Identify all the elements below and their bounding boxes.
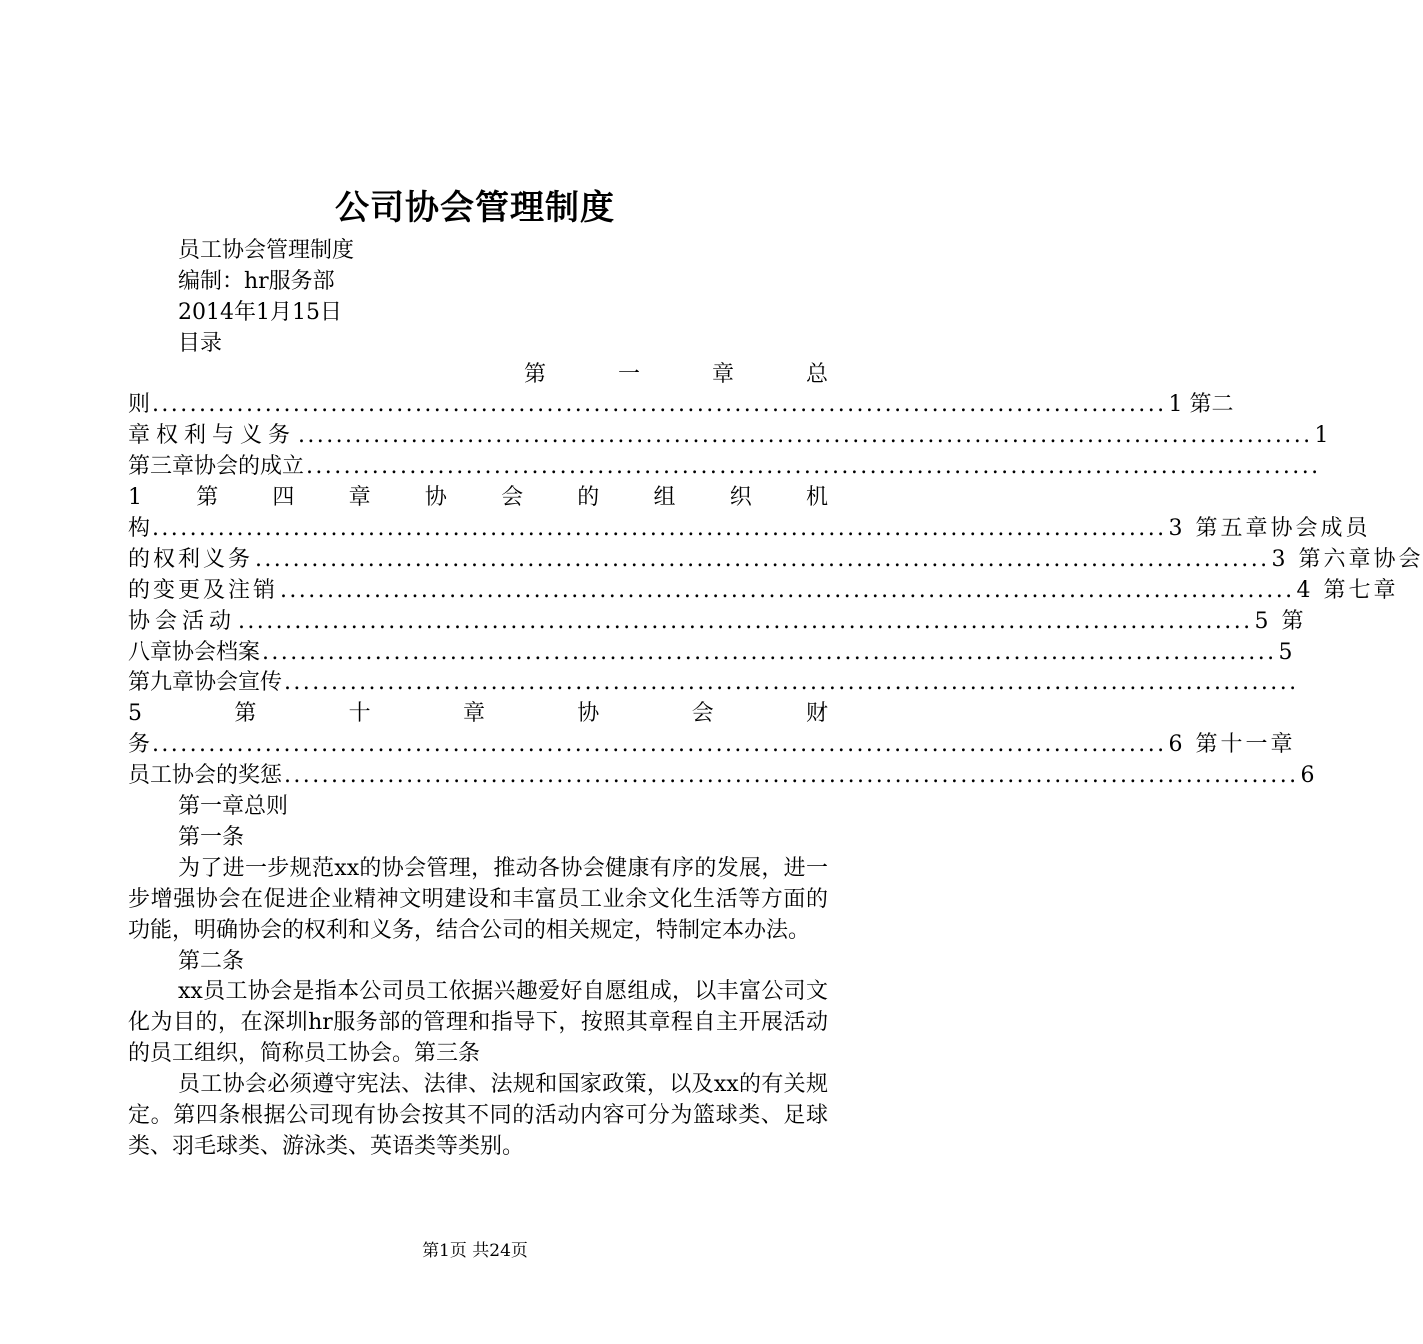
toc-leader-dots: ............................................................................................................ xyxy=(280,577,1295,603)
toc-leader-dots: ............................................................................................................ xyxy=(255,546,1270,572)
toc-char: 协 xyxy=(424,485,447,511)
toc-entry-text: 的权利义务 xyxy=(128,546,254,572)
header-line-date: 2014年1月15日 xyxy=(178,299,342,325)
toc-char: 的 xyxy=(577,485,600,511)
toc-entry-page: 6 xyxy=(1300,763,1315,789)
toc-entry-text: 章权利与义务 xyxy=(128,423,297,449)
toc-entry-text: 协会活动 xyxy=(128,608,237,634)
toc-entry-text: 第三章协会的成立 xyxy=(128,454,305,480)
toc-char: 十 xyxy=(348,701,371,727)
document-body xyxy=(128,236,1423,1163)
article-paragraph xyxy=(128,1070,828,1163)
page-footer: 第1页 共24页 xyxy=(422,1241,528,1261)
article-text: 为了进一步规范xx的协会管理，推动各协会健康有序的发展，进一步增强协会在促进企业精神文明建设和丰富员工业余文化生活等方面的功能，明确协会的权利和义务，结合公司的相关规定，特制定本办法。 xyxy=(128,855,828,943)
toc-row xyxy=(128,514,1371,545)
toc-leader-dots: ............................................................................................................ xyxy=(284,670,1299,696)
toc-entry-text: 的变更及注销 xyxy=(128,577,279,603)
toc-entry-text: 第九章协会宣传 xyxy=(128,670,283,696)
toc-row xyxy=(128,638,1293,669)
article-heading: 第一条 xyxy=(178,824,245,850)
toc-leader-dots: ............................................................................................................ xyxy=(284,763,1299,789)
toc-char: 财 xyxy=(805,701,828,727)
document-title: 公司协会管理制度 xyxy=(335,188,615,228)
toc-char: 四 xyxy=(272,485,295,511)
toc-char: 组 xyxy=(653,485,676,511)
toc-row xyxy=(128,668,1299,699)
chapter-heading: 第一章总则 xyxy=(178,794,289,820)
toc-leader-dots: ............................................................................................................ xyxy=(152,732,1167,758)
toc-entry-text: 务 xyxy=(128,732,151,758)
toc-char: 章 xyxy=(462,701,485,727)
toc-entry-text: 构 xyxy=(128,516,151,542)
toc-leader-dots: ............................................................................................................ xyxy=(306,454,1321,480)
toc-entry-page: 5 第 xyxy=(1254,608,1307,634)
article-text: 员工协会必须遵守宪法、法律、法规和国家政策，以及xx的有关规定。第四条根据公司现有协会按其不同的活动内容可分为篮球类、足球类、羽毛球类、游泳类、英语类等类别。 xyxy=(128,1072,828,1159)
article-paragraph xyxy=(128,977,828,1070)
toc-leader-dots: ............................................................................................................ xyxy=(298,423,1313,449)
toc-char: 章 xyxy=(348,485,371,511)
toc-row xyxy=(128,730,1296,761)
toc-char: 机 xyxy=(805,485,828,511)
toc-char: 第 xyxy=(524,361,547,387)
toc-row xyxy=(128,452,1321,483)
toc-char: 织 xyxy=(729,485,752,511)
toc-entry-text: 员工协会的奖惩 xyxy=(128,763,283,789)
toc-leader-dots: ............................................................................................................ xyxy=(152,516,1167,542)
toc-entry-text: 八章协会档案 xyxy=(128,639,261,665)
toc-char: 第 xyxy=(196,485,219,511)
toc-char: 章 xyxy=(711,361,734,387)
header-line-author: 编制：hr服务部 xyxy=(178,268,335,294)
toc-leader-dots: ............................................................................................................ xyxy=(152,392,1167,418)
header-line-title: 员工协会管理制度 xyxy=(178,238,355,263)
toc-char: 5 xyxy=(128,701,142,727)
toc-row xyxy=(128,545,1423,576)
toc-row xyxy=(128,699,828,730)
toc-row xyxy=(128,607,1307,638)
toc-char: 协 xyxy=(577,701,600,727)
toc-char: 1 xyxy=(128,485,142,511)
toc-leader-dots: ............................................................................................................ xyxy=(262,639,1277,665)
toc-entry-page: 5 xyxy=(1278,639,1293,665)
toc-entry-page: 4 第七章 xyxy=(1296,577,1399,603)
table-of-contents xyxy=(128,360,1423,792)
toc-entry-page: 1 第二 xyxy=(1168,392,1234,418)
toc-entry-text: 则 xyxy=(128,392,151,418)
toc-char: 会 xyxy=(501,485,524,511)
article-paragraph xyxy=(128,854,828,947)
toc-row xyxy=(128,761,1315,792)
toc-char: 一 xyxy=(617,361,640,387)
article-text: xx员工协会是指本公司员工依据兴趣爱好自愿组成，以丰富公司文化为目的，在深圳hr服务部的管理和指导下，按照其章程自主开展活动的员工组织，简称员工协会。第三条 xyxy=(128,979,828,1067)
toc-char: 会 xyxy=(691,701,714,727)
toc-leader-dots: ............................................................................................................ xyxy=(238,608,1253,634)
toc-char: 第 xyxy=(234,701,257,727)
toc-row xyxy=(128,360,828,391)
toc-row xyxy=(128,421,1329,452)
toc-entry-page: 1 xyxy=(1314,423,1329,449)
toc-entry-page: 6 第十一章 xyxy=(1168,732,1296,758)
toc-entry-page: 3 第五章协会成员 xyxy=(1168,516,1371,542)
toc-char: 总 xyxy=(805,361,828,387)
article-heading: 第二条 xyxy=(178,948,245,974)
toc-row xyxy=(128,576,1399,607)
toc-row xyxy=(128,483,828,514)
toc-entry-page: 3 第六章协会 xyxy=(1271,546,1423,572)
toc-heading: 目录 xyxy=(178,330,223,356)
toc-row xyxy=(128,390,1234,421)
